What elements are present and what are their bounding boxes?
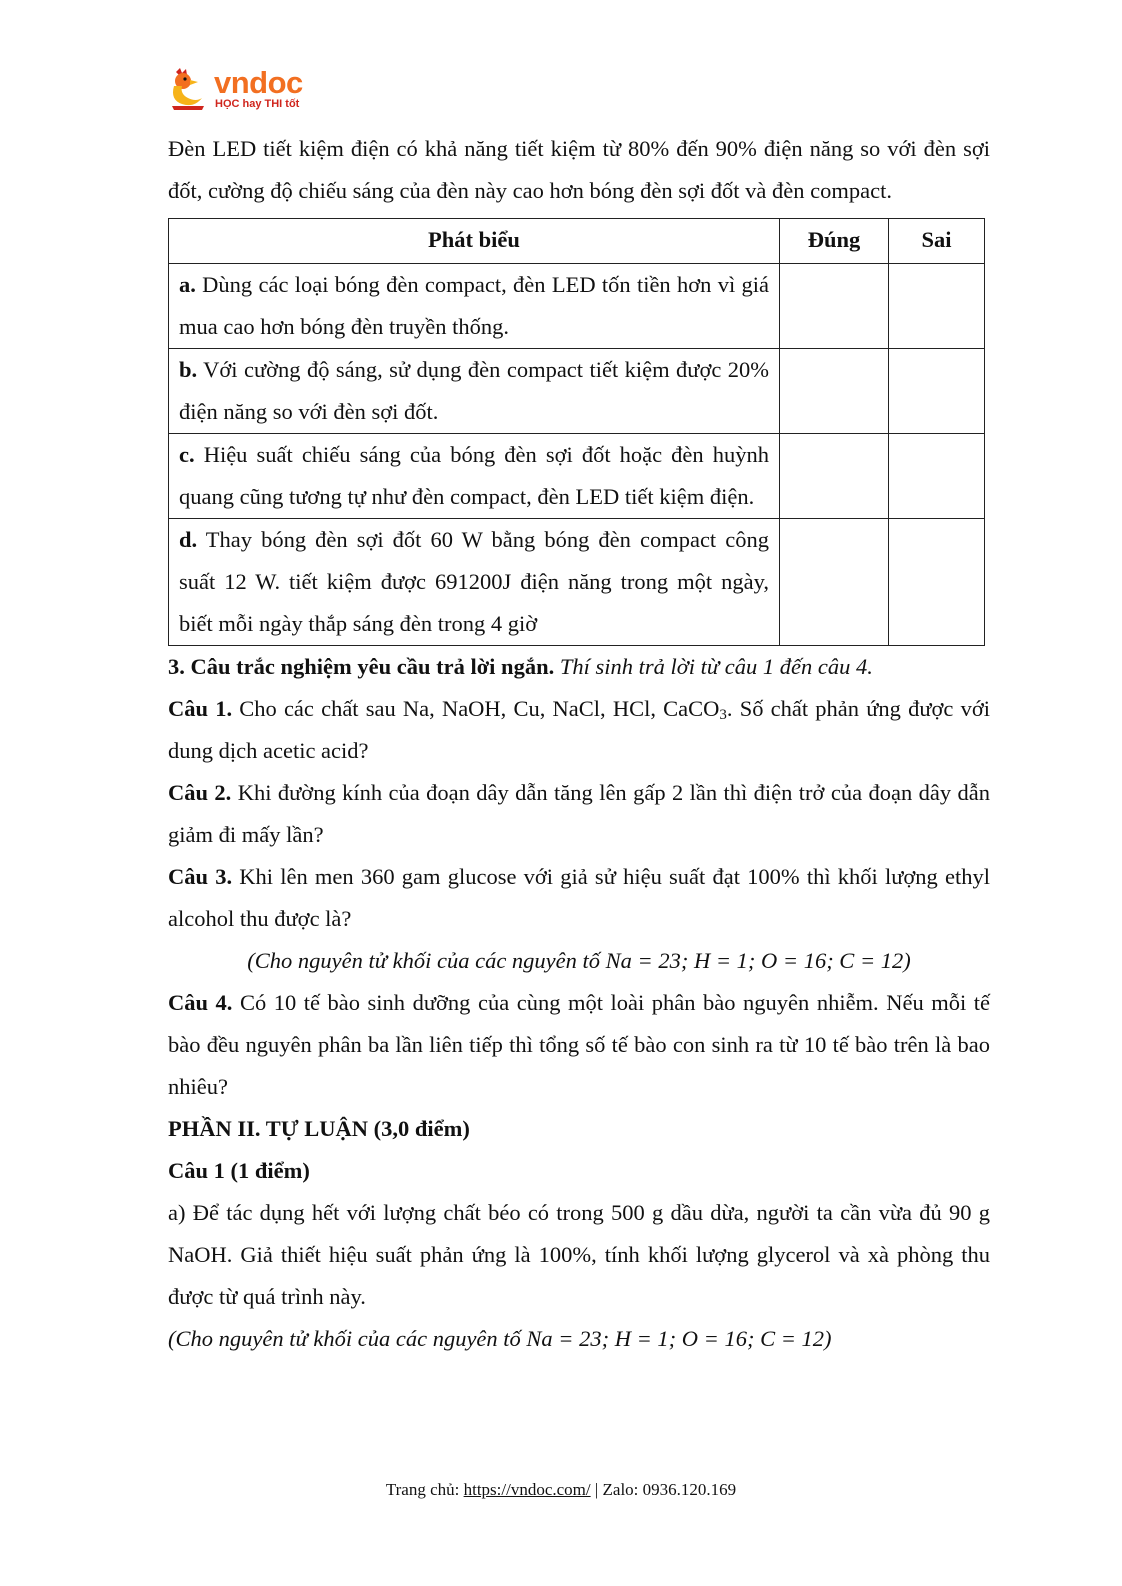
question-4 <box>168 982 990 1108</box>
statement-cell <box>169 264 780 349</box>
statement-text: Hiệu suất chiếu sáng của bóng đèn sợi đốt hoặc đèn huỳnh quang cũng tương tự như đèn compact, đèn LED tiết kiệm điện. <box>179 442 769 509</box>
table-row <box>169 264 985 349</box>
section3-title: 3. Câu trắc nghiệm yêu cầu trả lời ngắn. <box>168 654 555 679</box>
table-header-row <box>169 219 985 264</box>
question-text: Khi lên men 360 gam glucose với giả sử hiệu suất đạt 100% thì khối lượng ethyl alcohol thu được là? <box>168 864 990 931</box>
section3-instruction: Thí sinh trả lời từ câu 1 đến câu 4. <box>554 654 873 679</box>
statement-letter: a. <box>179 272 196 297</box>
true-cell[interactable] <box>780 434 889 519</box>
question-2 <box>168 772 990 856</box>
statement-cell <box>169 434 780 519</box>
logo-wordmark: vndoc <box>214 65 303 100</box>
statement-text: Với cường độ sáng, sử dụng đèn compact tiết kiệm được 20% điện năng so với đèn sợi đốt. <box>179 357 769 424</box>
statement-cell <box>169 519 780 646</box>
question-text: Cho các chất sau Na, NaOH, Cu, NaCl, HCl, CaCO <box>232 696 720 721</box>
section3-heading <box>168 646 990 688</box>
statement-letter: b. <box>179 357 198 382</box>
part2-question1a: a) Để tác dụng hết với lượng chất béo có trong 500 g dầu dừa, người ta cần vừa đủ 90 g NaOH. Giả thiết hiệu suất phản ứng là 100%, tính khối lượng glycerol và xà phòng thu được từ quá trình này. <box>168 1200 990 1309</box>
false-cell[interactable] <box>889 434 985 519</box>
false-cell[interactable] <box>889 519 985 646</box>
question-text: Có 10 tế bào sinh dưỡng của cùng một loài phân bào nguyên nhiễm. Nếu mỗi tế bào đều nguyên phân ba lần liên tiếp thì tổng số tế bào con sinh ra từ 10 tế bào trên là bao nhiêu? <box>168 990 990 1099</box>
footer-label: Trang chủ: <box>385 1480 464 1499</box>
question-text-cont: . Số chất phản ứng được với dung dịch acetic acid? <box>168 696 990 763</box>
statement-text: Thay bóng đèn sợi đốt 60 W bằng bóng đèn compact công suất 12 W. tiết kiệm được 691200J điện năng trong một ngày, biết mỗi ngày thắp sáng đèn trong 4 giờ <box>179 527 769 636</box>
part2-question1-note: (Cho nguyên tử khối của các nguyên tố Na = 23; H = 1; O = 16; C = 12) <box>168 1326 832 1351</box>
question-label: Câu 3. <box>168 864 233 889</box>
true-cell[interactable] <box>780 264 889 349</box>
question-label: Câu 4. <box>168 990 233 1015</box>
subscript: 3 <box>719 707 727 723</box>
table-row <box>169 434 985 519</box>
table-row <box>169 349 985 434</box>
statement-cell <box>169 349 780 434</box>
header-statement: Phát biểu <box>169 219 780 264</box>
statement-letter: d. <box>179 527 198 552</box>
question-3-note: (Cho nguyên tử khối của các nguyên tố Na = 23; H = 1; O = 16; C = 12) <box>247 948 911 973</box>
content-body <box>168 128 990 1360</box>
table-row <box>169 519 985 646</box>
intro-paragraph: Đèn LED tiết kiệm điện có khả năng tiết kiệm từ 80% đến 90% điện năng so với đèn sợi đốt, cường độ chiếu sáng của đèn này cao hơn bóng đèn sợi đốt và đèn compact. <box>168 136 990 203</box>
rooster-icon <box>168 66 214 112</box>
question-text: Khi đường kính của đoạn dây dẫn tăng lên gấp 2 lần thì điện trở của đoạn dây dẫn giảm đi mấy lần? <box>168 780 990 847</box>
question-label: Câu 1. <box>168 696 233 721</box>
header-false: Sai <box>889 219 985 264</box>
question-1 <box>168 688 990 772</box>
question-3 <box>168 856 990 940</box>
header-true: Đúng <box>780 219 889 264</box>
part2-title: PHẦN II. TỰ LUẬN (3,0 điểm) <box>168 1116 470 1141</box>
logo-tagline: HỌC hay THI tốt <box>215 98 300 110</box>
page-footer <box>0 1478 1122 1502</box>
part2-question1-title: Câu 1 (1 điểm) <box>168 1158 310 1183</box>
statement-table <box>168 218 985 646</box>
question-label: Câu 2. <box>168 780 232 805</box>
vndoc-logo[interactable] <box>168 66 318 114</box>
false-cell[interactable] <box>889 264 985 349</box>
false-cell[interactable] <box>889 349 985 434</box>
footer-contact: | Zalo: 0936.120.169 <box>590 1480 737 1499</box>
true-cell[interactable] <box>780 519 889 646</box>
true-cell[interactable] <box>780 349 889 434</box>
statement-text: Dùng các loại bóng đèn compact, đèn LED tốn tiền hơn vì giá mua cao hơn bóng đèn truyền thống. <box>179 272 769 339</box>
footer-home-link[interactable]: https://vndoc.com/ <box>463 1480 591 1499</box>
statement-letter: c. <box>179 442 195 467</box>
